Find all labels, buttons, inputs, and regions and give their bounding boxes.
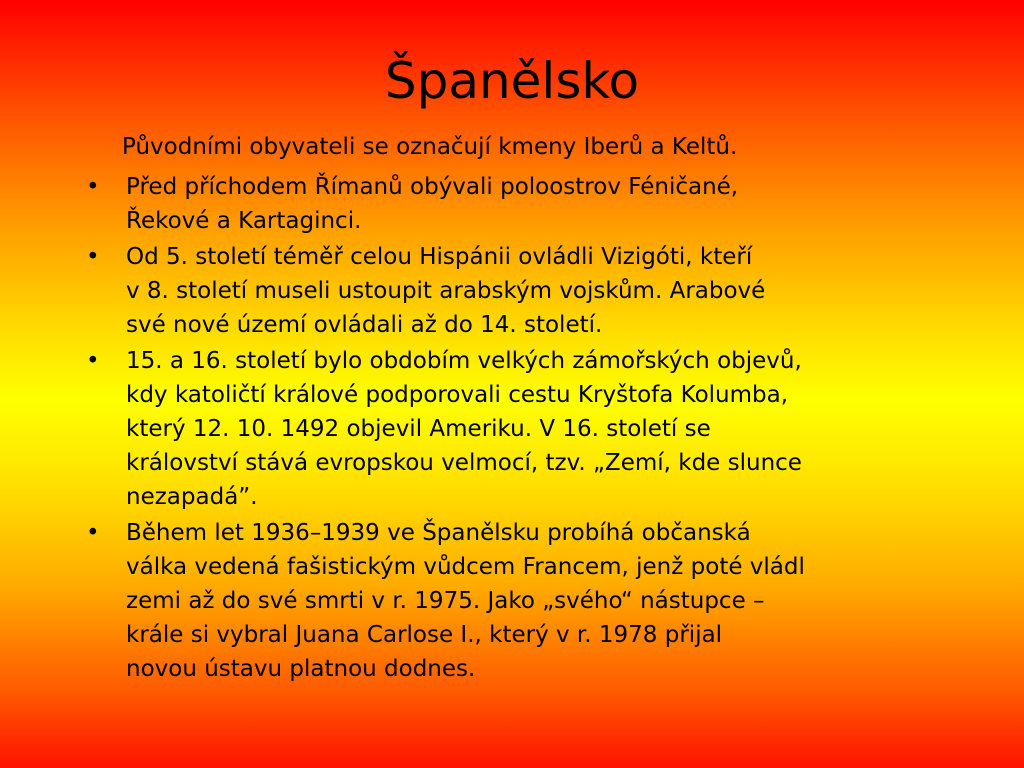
bullet-line: válka vedená fašistickým vůdcem Francem, jenž poté vládl: [126, 554, 805, 580]
bullet-line: novou ústavu platnou dodnes.: [126, 656, 476, 682]
bullet-line: Během let 1936–1939 ve Španělsku probíhá občanská: [126, 520, 751, 546]
intro-line: Původními obyvateli se označují kmeny Iberů a Keltů.: [122, 134, 738, 160]
bullet-dot-icon: •: [86, 174, 100, 200]
bullet-line: 15. a 16. století bylo obdobím velkých zámořských objevů,: [126, 348, 802, 374]
bullet-dot-icon: •: [86, 348, 100, 374]
bullet-line: zemi až do své smrti v r. 1975. Jako „svého“ nástupce –: [126, 588, 765, 614]
bullet-line: Řekové a Kartaginci.: [126, 208, 362, 234]
bullet-item-1: [0, 170, 1024, 238]
bullet-item-2: [0, 240, 1024, 342]
bullet-line: který 12. 10. 1492 objevil Ameriku. V 16. století se: [126, 416, 711, 442]
bullet-dot-icon: •: [86, 244, 100, 270]
bullet-item-3: [0, 344, 1024, 514]
bullet-line: krále si vybral Juana Carlose I., který v r. 1978 přijal: [126, 622, 723, 648]
bullet-line: v 8. století museli ustoupit arabským vojskům. Arabové: [126, 278, 766, 304]
bullet-item-4: [0, 516, 1024, 686]
bullet-line: Od 5. století téměř celou Hispánii ovládli Vizigóti, kteří: [126, 244, 753, 270]
bullet-line: své nové území ovládali až do 14. století.: [126, 312, 603, 338]
bullet-list: [0, 170, 1024, 688]
bullet-dot-icon: •: [86, 520, 100, 546]
slide-title: Španělsko: [384, 52, 640, 110]
bullet-line: kdy katoličtí králové podporovali cestu Kryštofa Kolumba,: [126, 382, 789, 408]
bullet-line: Před příchodem Římanů obývali poloostrov Féničané,: [126, 174, 739, 200]
bullet-line: království stává evropskou velmocí, tzv. „Zemí, kde slunce: [126, 450, 802, 476]
bullet-line: nezapadá”.: [126, 484, 258, 510]
